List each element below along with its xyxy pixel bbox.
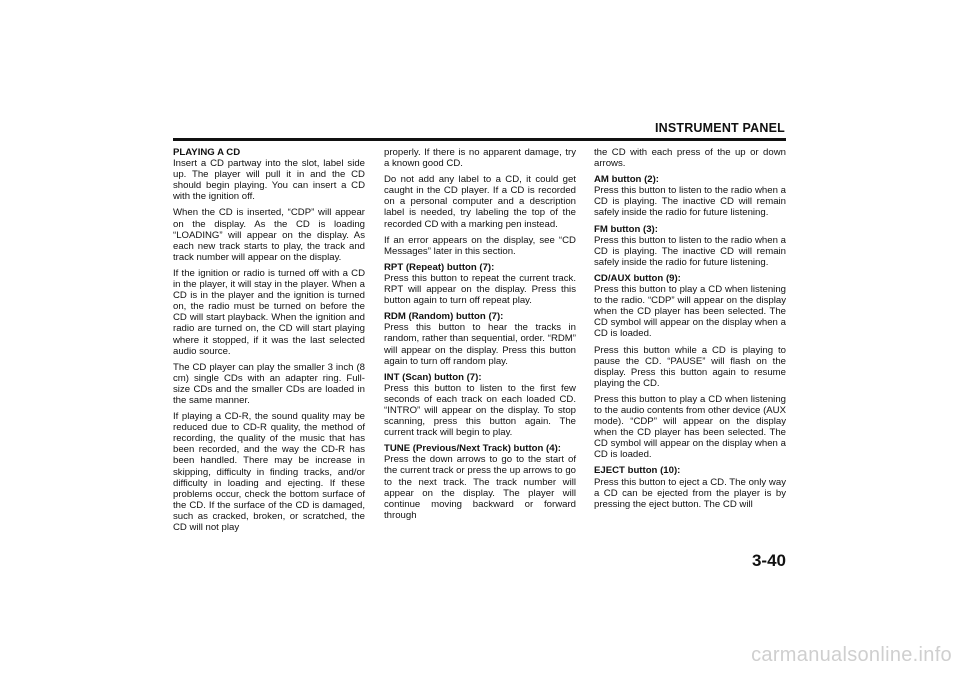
paragraph: Press this button to listen to the radio when a CD is playing. The inactive CD will remain safely inside the radio for future listening. <box>594 185 786 219</box>
heading-fm-button: FM button (3): <box>594 223 658 235</box>
heading-eject-button: EJECT button (10): <box>594 465 681 477</box>
column-2 <box>384 147 576 526</box>
am-block <box>594 174 786 218</box>
heading-rpt-button: RPT (Repeat) button (7): <box>384 261 495 273</box>
playing-cd-block <box>173 147 365 202</box>
column-3 <box>594 147 786 515</box>
column-1 <box>173 147 365 538</box>
heading-playing-a-cd: PLAYING A CD <box>173 147 241 158</box>
paragraph: the CD with each press of the up or down arrows. <box>594 147 786 170</box>
paragraph: If an error appears on the display, see “CD Messages” later in this section. <box>384 234 576 257</box>
paragraph: Press this button to repeat the current track. RPT will appear on the display. Press this button again to turn off repeat play. <box>384 272 576 307</box>
heading-int-button: INT (Scan) button (7): <box>384 371 482 383</box>
paragraph: Press this button while a CD is playing to pause the CD. “PAUSE” will flash on the display. Press this button again to resume playing the CD. <box>594 344 786 389</box>
heading-cdaux-button: CD/AUX button (9): <box>594 272 681 284</box>
paragraph: properly. If there is no apparent damage, try a known good CD. <box>384 147 576 170</box>
cdaux-block <box>594 273 786 340</box>
eject-block <box>594 465 786 509</box>
paragraph: If the ignition or radio is turned off with a CD in the player, it will stay in the player. When a CD is in the player and the ignition is turned on, the radio must be turned on before the CD will start playback. When the ignition and radio are turned on, the CD will start playing where it stopped, if it was the last selected audio source. <box>173 267 365 357</box>
paragraph: Insert a CD partway into the slot, label side up. The player will pull it in and the CD should begin playing. You can insert a CD with the ignition off. <box>173 158 365 203</box>
tune-block <box>384 443 576 521</box>
paragraph: If playing a CD-R, the sound quality may be reduced due to CD-R quality, the method of recording, the quality of the music that has been recorded, and the way the CD-R has been handled. There may be increase in skipping, difficulty in finding tracks, and/or difficulty in loading and ejecting. If these problems occur, check the bottom surface of the CD. If the surface of the CD is damaged, such as cracked, broken, or scratched, the CD will not play <box>173 411 365 533</box>
heading-tune-button: TUNE (Previous/Next Track) button (4): <box>384 443 561 455</box>
paragraph: Press this button to play a CD when listening to the audio contents from other device (AUX mode). “CDP” will appear on the display when the CD player has been selected. The CD symbol will appear on the display when a CD is loaded. <box>594 393 786 461</box>
paragraph: Press this button to play a CD when listening to the radio. “CDP” will appear on the display when the CD player has been selected. The CD symbol will appear on the display when a CD is loaded. <box>594 284 786 340</box>
watermark: carmanualsonline.info <box>751 644 952 666</box>
paragraph: Press the down arrows to go to the start of the current track or press the up arrows to go to the next track. The track number will appear on the display. The player will continue moving backward or forward through <box>384 454 576 521</box>
rdm-block <box>384 311 576 366</box>
int-block <box>384 372 576 439</box>
paragraph: The CD player can play the smaller 3 inch (8 cm) single CDs with an adapter ring. Full-size CDs and the smaller CDs are loaded in the same manner. <box>173 361 365 406</box>
paragraph: Do not add any label to a CD, it could get caught in the CD player. If a CD is recorded on a personal computer and a description label is needed, try labeling the top of the recorded CD with a marking pen instead. <box>384 174 576 230</box>
page-number: 3-40 <box>751 551 786 570</box>
paragraph: Press this button to hear the tracks in random, rather than sequential, order. “RDM” will appear on the display. Press this button again to turn off random play. <box>384 322 576 367</box>
heading-rdm-button: RDM (Random) button (7): <box>384 311 504 323</box>
section-title: INSTRUMENT PANEL <box>654 121 785 135</box>
paragraph: When the CD is inserted, “CDP” will appear on the display. As the CD is loading “LOADING” will appear on the display. As each new track starts to play, the track and track number will appear on the display. <box>173 207 365 263</box>
rpt-block <box>384 262 576 306</box>
header-rule <box>173 138 786 141</box>
heading-am-button: AM button (2): <box>594 174 660 186</box>
paragraph: Press this button to eject a CD. The only way a CD can be ejected from the player is by pressing the eject button. The CD will <box>594 476 786 510</box>
fm-block <box>594 224 786 268</box>
paragraph: Press this button to listen to the first few seconds of each track on each loaded CD. “INTRO” will appear on the display. To stop scanning, press this button again. The current track will begin to play. <box>384 382 576 439</box>
paragraph: Press this button to listen to the radio when a CD is playing. The inactive CD will remain safely inside the radio for future listening. <box>594 234 786 268</box>
